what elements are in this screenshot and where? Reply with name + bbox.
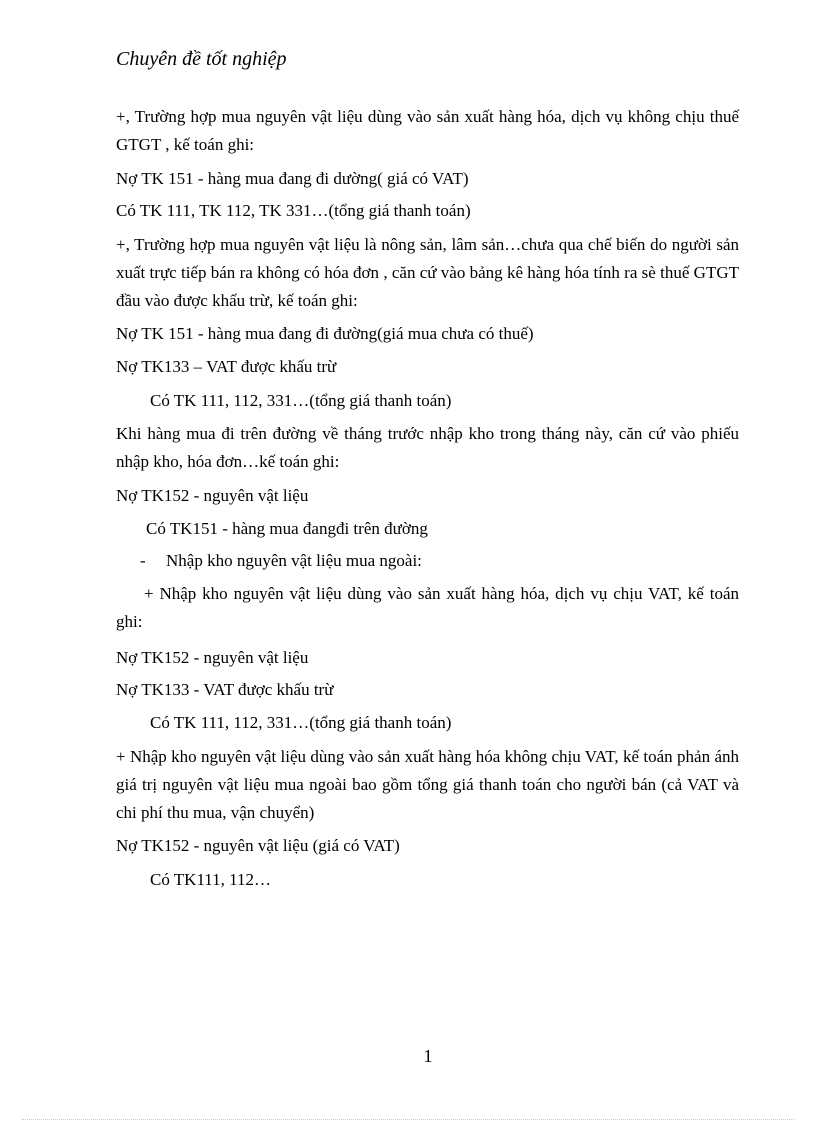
paragraph: +, Trường hợp mua nguyên vật liệu dùng vào sản xuất hàng hóa, dịch vụ không chịu thuế GTGT , kế toán ghi: xyxy=(116,107,739,154)
paragraph: Nợ TK133 – VAT được khấu trừ xyxy=(116,357,337,376)
paragraph: Nợ TK 151 - hàng mua đang đi dường( giá có VAT) xyxy=(116,169,469,188)
paragraph: Có TK 111, 112, 331…(tổng giá thanh toán) xyxy=(150,391,452,410)
paragraph: Nợ TK152 - nguyên vật liệu xyxy=(116,486,309,505)
list-item-text: Nhập kho nguyên vật liệu mua ngoài: xyxy=(166,551,422,570)
paragraph: Có TK 111, TK 112, TK 331…(tổng giá thanh toán) xyxy=(116,201,471,220)
paragraph: Nợ TK152 - nguyên vật liệu xyxy=(116,648,309,667)
page-number: 1 xyxy=(423,1046,433,1066)
document-header: Chuyên đề tốt nghiệp xyxy=(116,48,287,70)
paragraph: Có TK111, 112… xyxy=(150,870,272,889)
page-bottom-divider xyxy=(22,1119,794,1120)
paragraph: Nợ TK152 - nguyên vật liệu (giá có VAT) xyxy=(116,836,400,855)
paragraph: + Nhập kho nguyên vật liệu dùng vào sản xuất hàng hóa không chịu VAT, kế toán phản ánh giá trị nguyên vật liệu mua ngoài bao gồm tổng giá thanh toán cho người bán (cả VAT và chi phí thu mua, vận chuyển) xyxy=(116,747,739,822)
paragraph: Nợ TK133 - VAT được khấu trừ xyxy=(116,680,334,699)
paragraph: Khi hàng mua đi trên đường về tháng trước nhập kho trong tháng này, căn cứ vào phiếu nhập kho, hóa đơn…kế toán ghi: xyxy=(116,424,739,471)
paragraph: Nợ TK 151 - hàng mua đang đi đường(giá mua chưa có thuế) xyxy=(116,324,534,343)
paragraph: Có TK 111, 112, 331…(tổng giá thanh toán) xyxy=(150,713,452,732)
paragraph: + Nhập kho nguyên vật liệu dùng vào sản xuất hàng hóa, dịch vụ chịu VAT, kế toán ghi: xyxy=(116,584,739,631)
paragraph: +, Trường hợp mua nguyên vật liệu là nông sản, lâm sản…chưa qua chế biến do người sản xuất trực tiếp bán ra không có hóa đơn , căn cứ vào bảng kê hàng hóa tính ra sè thuế GTGT đầu vào được khấu trừ, kế toán ghi: xyxy=(116,235,739,310)
list-item xyxy=(140,547,422,575)
list-dash: - xyxy=(140,551,146,570)
paragraph: Có TK151 - hàng mua đangđi trên đường xyxy=(146,519,428,538)
